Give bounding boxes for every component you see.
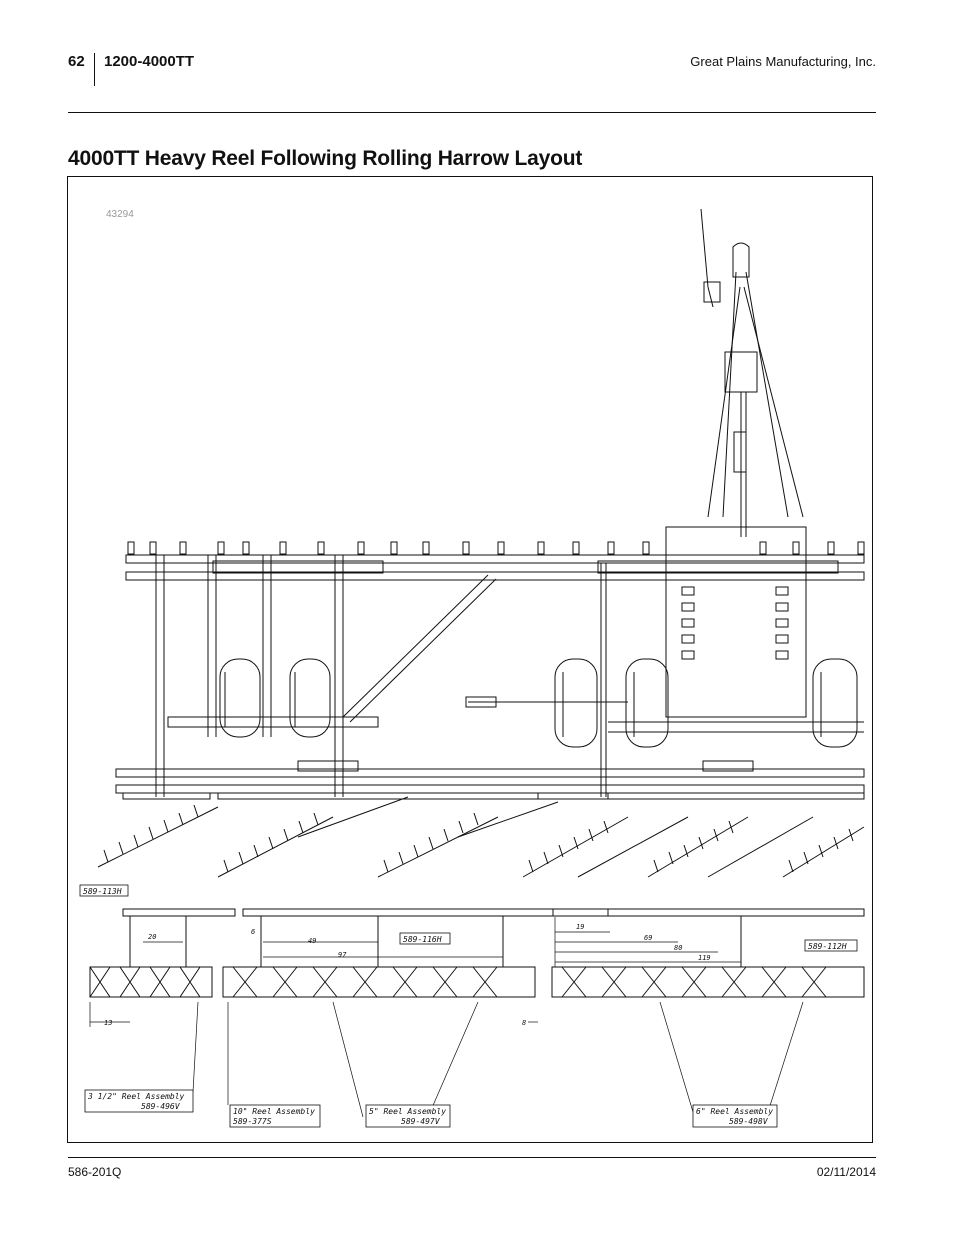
part-label-boxes bbox=[80, 885, 857, 951]
reel-tine-gangs bbox=[98, 797, 864, 877]
dimension-label: 80 bbox=[674, 944, 683, 952]
figure-frame bbox=[67, 176, 873, 1143]
callout-reel-part: 589-497V bbox=[401, 1117, 440, 1126]
rolling-harrow-baskets bbox=[90, 967, 864, 997]
tires bbox=[220, 659, 857, 747]
document-number: 586-201Q bbox=[68, 1165, 122, 1179]
center-frame bbox=[168, 527, 864, 797]
company-name: Great Plains Manufacturing, Inc. bbox=[690, 54, 876, 69]
part-label-589-116h: 589-116H bbox=[403, 935, 442, 944]
callout-reel-name: 6" Reel Assembly bbox=[696, 1107, 774, 1116]
figure-id: 43294 bbox=[106, 209, 134, 220]
reel-tines bbox=[104, 805, 853, 872]
footer-rule bbox=[68, 1157, 876, 1158]
callout-reel-part: 589-377S bbox=[233, 1117, 272, 1126]
dimension-label: 69 bbox=[644, 934, 653, 942]
header-divider bbox=[94, 53, 95, 86]
dimension-label: 20 bbox=[148, 933, 157, 941]
dimension-label: 6 bbox=[251, 928, 256, 936]
dimension-label: 97 bbox=[338, 951, 347, 959]
page-number: 62 bbox=[68, 53, 85, 70]
dimension-label: 8 bbox=[522, 1019, 527, 1027]
callout-reel-name: 5" Reel Assembly bbox=[369, 1107, 447, 1116]
part-label-589-112h: 589-112H bbox=[808, 942, 847, 951]
page-title: 4000TT Heavy Reel Following Rolling Harrow Layout bbox=[68, 147, 583, 170]
part-label-589-113h: 589-113H bbox=[83, 887, 122, 896]
layout-drawing bbox=[68, 177, 874, 1144]
callout-leaders bbox=[193, 1002, 803, 1117]
header-rule bbox=[68, 112, 876, 113]
hitch-tongue bbox=[701, 209, 803, 537]
rear-toolbar bbox=[116, 761, 864, 799]
document-date: 02/11/2014 bbox=[816, 1165, 876, 1179]
harrow-arm-bars bbox=[123, 909, 864, 967]
front-shanks bbox=[128, 542, 864, 554]
model-name: 1200-4000TT bbox=[104, 53, 195, 70]
callout-reel-part: 589-496V bbox=[141, 1102, 180, 1111]
dimension-label: 49 bbox=[308, 937, 317, 945]
dimension-label: 119 bbox=[698, 954, 711, 962]
callout-reel-name: 3 1/2" Reel Assembly bbox=[88, 1092, 185, 1101]
callout-reel-name: 10" Reel Assembly bbox=[233, 1107, 315, 1116]
dimension-label: 13 bbox=[104, 1019, 113, 1027]
dimension-label: 19 bbox=[576, 923, 585, 931]
callout-reel-part: 589-498V bbox=[729, 1117, 768, 1126]
